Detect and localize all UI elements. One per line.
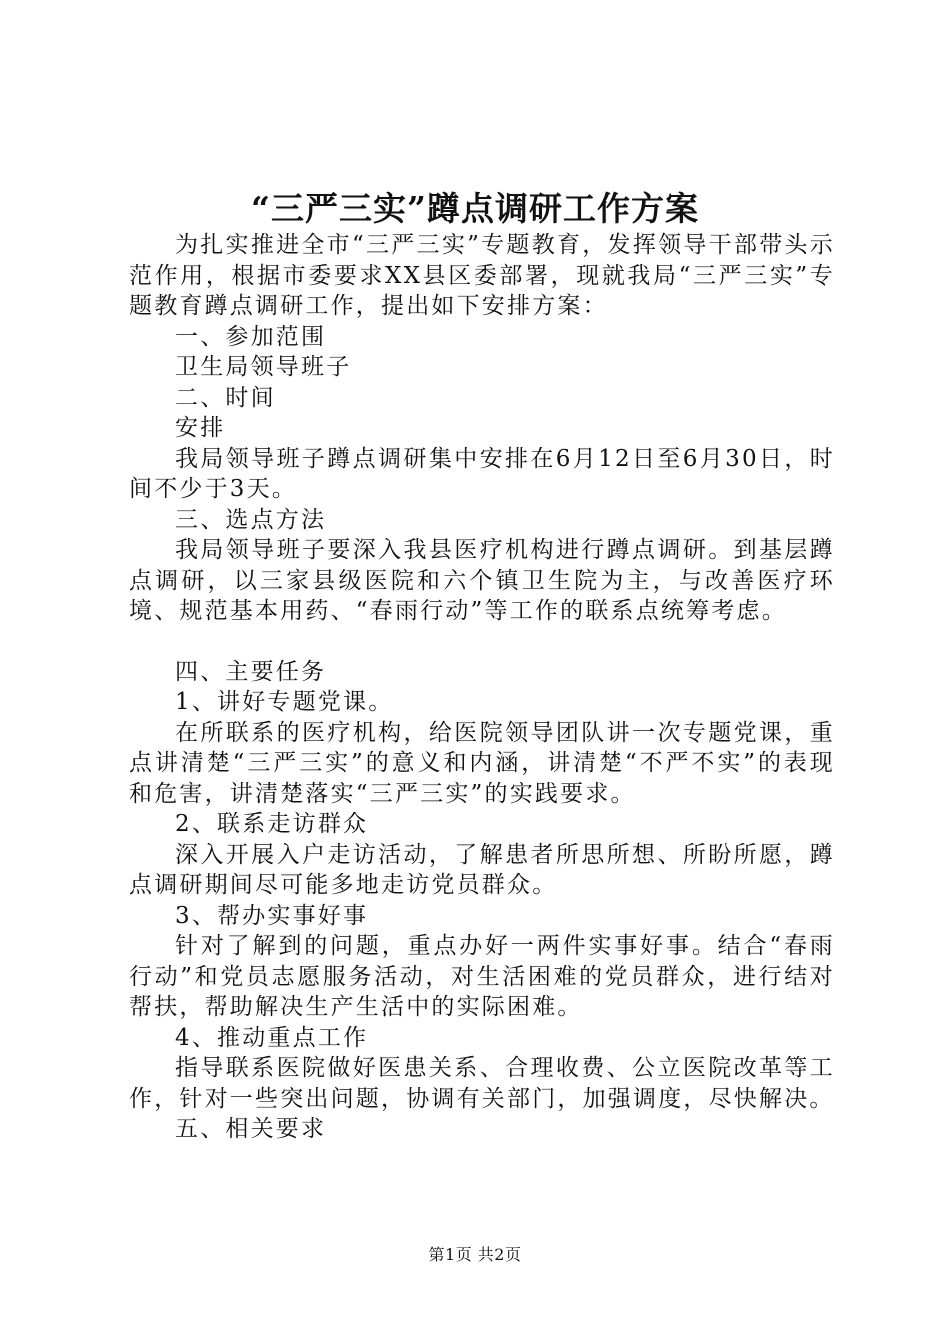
task-1-heading: 1、讲好专题党课。 xyxy=(175,689,394,715)
intro-paragraph: 为扎实推进全市“三严三实”专题教育，发挥领导干部带头示范作用，根据市委要求XX县区委部署，现就我局“三严三实”专题教育蹲点调研工作，提出如下安排方案： xyxy=(129,232,835,319)
document-title: “三严三实”蹲点调研工作方案 xyxy=(251,189,699,228)
time-text: 我局领导班子蹲点调研集中安排在6月12日至6月30日，时间不少于3天。 xyxy=(129,445,835,502)
section-heading-time: 二、时间 xyxy=(175,384,276,411)
task-2-text: 深入开展入户走访活动，了解患者所思所想、所盼所愿，蹲点调研期间尽可能多地走访党员群众。 xyxy=(129,841,835,898)
document-body xyxy=(129,230,835,1145)
section-heading-method: 三、选点方法 xyxy=(175,506,327,533)
section-heading-requirements: 五、相关要求 xyxy=(175,1116,327,1142)
time-subheading: 安排 xyxy=(175,415,226,441)
scope-text: 卫生局领导班子 xyxy=(175,354,352,380)
task-3-heading: 3、帮办实事好事 xyxy=(175,902,369,929)
blank-line xyxy=(129,627,835,657)
task-3-text: 针对了解到的问题，重点办好一两件实事好事。结合“春雨行动”和党员志愿服务活动，对生活困难的党员群众，进行结对帮扶，帮助解决生产生活中的实际困难。 xyxy=(129,933,835,1020)
section-heading-scope: 一、参加范围 xyxy=(175,323,327,350)
page-number-footer: 第1页 共2页 xyxy=(428,1245,522,1264)
task-4-text: 指导联系医院做好医患关系、合理收费、公立医院改革等工作，针对一些突出问题，协调有关部门，加强调度，尽快解决。 xyxy=(129,1055,835,1112)
task-4-heading: 4、推动重点工作 xyxy=(175,1024,369,1051)
task-1-text: 在所联系的医疗机构，给医院领导团队讲一次专题党课，重点讲清楚“三严三实”的意义和内涵，讲清楚“不严不实”的表现和危害，讲清楚落实“三严三实”的实践要求。 xyxy=(129,719,835,807)
method-text: 我局领导班子要深入我县医疗机构进行蹲点调研。到基层蹲点调研，以三家县级医院和六个镇卫生院为主，与改善医疗环境、规范基本用药、“春雨行动”等工作的联系点统筹考虑。 xyxy=(129,537,835,624)
section-heading-tasks: 四、主要任务 xyxy=(175,658,327,685)
task-2-heading: 2、联系走访群众 xyxy=(175,811,369,837)
